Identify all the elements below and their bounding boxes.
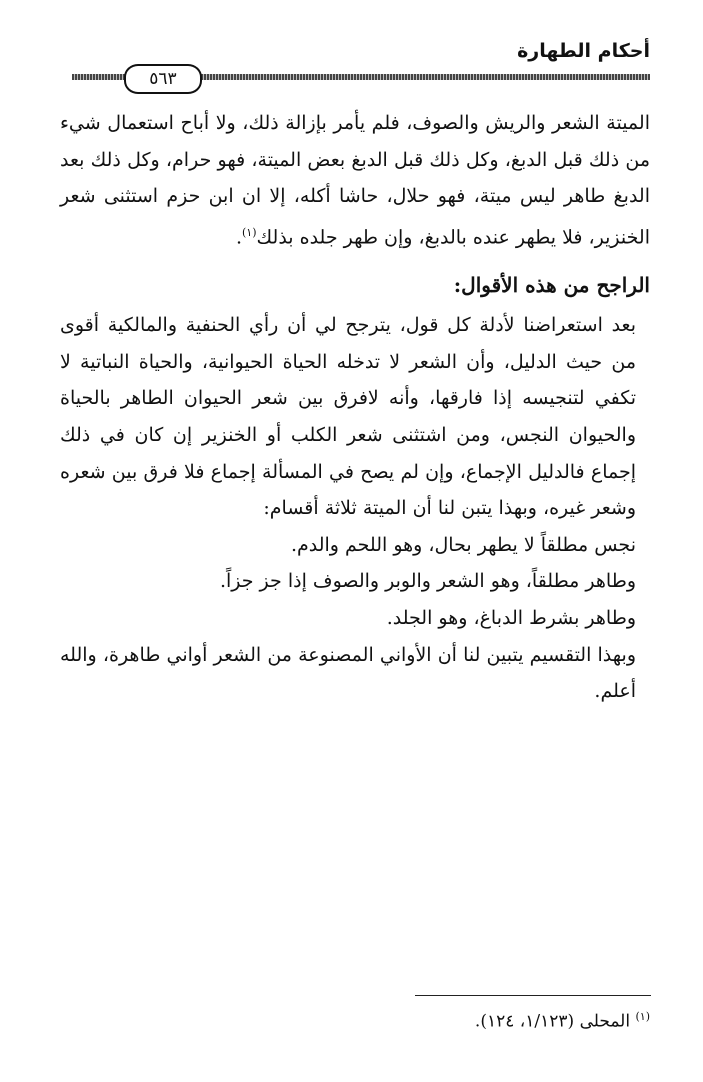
list-item-3: وطاهر بشرط الدباغ، وهو الجلد. (386, 607, 636, 630)
paragraph-1-text: الميتة الشعر والريش والصوف، فلم يأمر بإزالة ذلك، ولا أباح استعمال شيء من ذلك قبل الدبغ، وكل ذلك قبل الدبغ بعض الميتة، فهو حرام، وكل ذلك بعد الدبغ طاهر ليس ميتة، فهو حلال، حاشا أكله، إلا ان ابن حزم استثنى شعر الخنزير، فلا يطهر عنده بالدبغ، وإن طهر جلده بذلك (60, 112, 650, 249)
list-item-2: وطاهر مطلقاً، وهو الشعر والوبر والصوف إذا جز جزاً. (219, 570, 636, 593)
page-number: ٥٦٣ (124, 64, 202, 94)
footnote-marker: (١) (242, 225, 257, 239)
paragraph-3: وبهذا التقسيم يتبين لنا أن الأواني المصنوعة من الشعر أواني طاهرة، والله أعلم. (60, 643, 636, 703)
footnote-divider (415, 995, 651, 996)
footnote-ref: (١) (635, 1010, 650, 1023)
page-header (72, 40, 650, 98)
paragraph-2: بعد استعراضنا لأدلة كل قول، يترجح لي أن رأي الحنفية والمالكية أقوى من حيث الدليل، وأن الشعر لا تدخله الحياة الحيوانية، والحياة النباتية لا تكفي لتنجيسه إذا فارقها، وأنه لافرق بين شعر الحيوان الطاهر بالحياة والحيوان النجس، ومن اشتثنى شعر الكلب أو الخنزير إن كان في ذلك إجماع فالدليل الإجماع، وإن لم يصح في المسألة إجماع فلا فرق بين شعره وشعر غيره، وبهذا يتبن لنا أن الميتة ثلاثة أقسام: (60, 314, 636, 520)
running-title: أحكام الطهارة (517, 40, 650, 62)
paragraph-1 (60, 105, 650, 256)
paragraph-1-end: . (235, 226, 242, 249)
footnote-text: المحلى (١/١٢٣، ١٢٤). (474, 1011, 631, 1032)
section-heading: الراجح من هذه الأقوال: (453, 272, 650, 297)
footnote (60, 1010, 650, 1032)
list-item-1: نجس مطلقاً لا يطهر بحال، وهو اللحم والدم. (290, 533, 636, 556)
main-text (60, 105, 650, 710)
